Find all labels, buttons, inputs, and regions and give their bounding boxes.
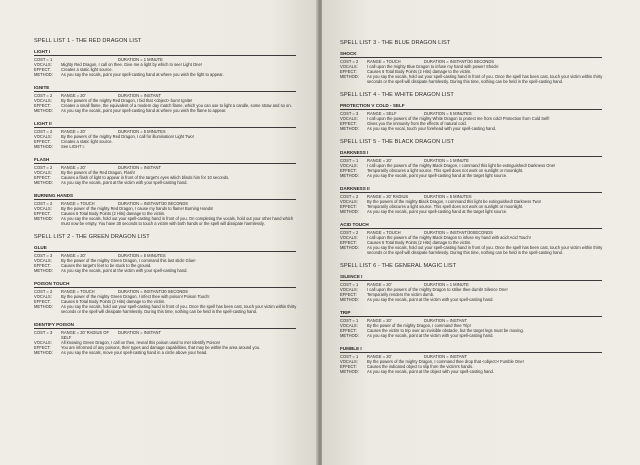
spell-vocals-label: VOCALS: — [34, 62, 52, 67]
spell-effect: Causes the indicated object to slip from the victim's hands. — [367, 364, 474, 369]
spell-range: RANGE = TOUCH — [367, 59, 401, 64]
spell-effect: Causes 6 Total Body Points (2 Hits) damage to the victim. — [61, 211, 166, 216]
spell-method: As you say the vocals, hold out your spell-casting hand in front of you. Once the spell has been cast, touch your victim within thirty seconds or the spell will dissipate harmlessly. During this time, nothing can be held in the spell-casting hand. — [367, 245, 603, 255]
spell-effect: Creates a static light source. — [61, 139, 113, 144]
spell-name: SILENCE I — [340, 274, 602, 281]
spell-vocals: I call upon the powers of the mighty White Dragon to protect me from cold! Protection from Cold Self! — [367, 116, 550, 121]
spell-entry — [340, 274, 634, 302]
spell-name: LIGHT II — [34, 121, 296, 128]
spell-range: RANGE = 20' — [367, 354, 392, 359]
spell-method: As you say the vocals, point at the victim with your spell-casting hand. — [367, 297, 494, 302]
spell-effect: Gives you the immunity from the effects of natural cold. — [367, 121, 467, 126]
spell-range: RANGE = 20' — [367, 158, 392, 163]
spell-vocals-label: VOCALS: — [34, 340, 52, 345]
spell-method: As you say the vocals, point at the victim with your spell-casting hand. — [61, 180, 188, 185]
spell-method: As you say the vocals, hold out your spell-casting hand in front of you. Once the spell has been cast, touch your victim within thirty seconds or the spell will dissipate harmlessly. During this time, nothing can be held in the spell-casting hand. — [61, 304, 297, 314]
right-page-content — [322, 0, 640, 382]
spell-duration: DURATION = 5 MINUTES — [118, 253, 166, 258]
spell-vocals-label: VOCALS: — [340, 64, 358, 69]
left-page — [0, 0, 318, 465]
spell-list-title: SPELL LIST 5 - THE BLACK DRAGON LIST — [340, 139, 455, 145]
spell-method-label: METHOD: — [340, 369, 359, 374]
spell-method-row — [340, 369, 634, 374]
spell-entry — [34, 281, 312, 314]
spell-vocals: I call upon the powers of the mighty Black Dragon, I command this light be extinguished! Darkness One! — [367, 163, 556, 168]
spell-method-label: METHOD: — [340, 333, 359, 338]
spell-range: RANGE = 20' — [367, 318, 392, 323]
spell-vocals: By the power of the mighty Green Dragon, I command this last stick! Glue! — [61, 258, 196, 263]
spell-name: BURNING HANDS — [34, 193, 296, 200]
spell-method-label: METHOD: — [340, 209, 359, 214]
spell-duration: DURATION = INSTANT — [118, 165, 161, 170]
spell-duration: DURATION = 5 MINUTES — [118, 129, 166, 134]
spell-entry — [34, 85, 312, 113]
spell-method-label: METHOD: — [34, 350, 53, 355]
spell-method-row — [34, 216, 312, 226]
spell-duration: DURATION = 1 MINUTE — [424, 158, 469, 163]
spell-effect-label: EFFECT: — [340, 240, 357, 245]
spell-cost: COST = 3 — [34, 253, 53, 258]
spell-entry — [340, 186, 634, 214]
spell-vocals-label: VOCALS: — [34, 294, 52, 299]
spell-cost: COST = 1 — [340, 354, 359, 359]
spell-vocals-label: VOCALS: — [340, 199, 358, 204]
spell-list-title: SPELL LIST 6 - THE GENERAL MAGIC LIST — [340, 263, 457, 269]
spell-method-row — [340, 333, 634, 338]
spell-method-row — [34, 268, 312, 273]
spell-method-label: METHOD: — [34, 304, 53, 309]
left-page-content — [0, 0, 318, 363]
spell-entry — [34, 322, 312, 355]
spell-stats — [34, 330, 312, 340]
spell-cost: COST = 2 — [34, 129, 53, 134]
spell-entry — [34, 121, 312, 149]
spell-effect-label: EFFECT: — [34, 345, 51, 350]
spell-method-label: METHOD: — [340, 126, 359, 131]
spell-name: DARKNESS II — [340, 186, 602, 193]
spell-cost: COST = 2 — [34, 93, 53, 98]
spell-vocals: By the powers of the Red Dragon, Flash! — [61, 170, 135, 175]
spell-cost: COST = 3 — [34, 330, 53, 335]
spell-method-label: METHOD: — [340, 74, 359, 79]
spell-method-row — [34, 108, 312, 113]
spell-effect-label: EFFECT: — [34, 211, 51, 216]
spell-method: As you say the vocals, point at the victim with your spell-casting hand. — [61, 268, 188, 273]
spell-method-row — [340, 173, 634, 178]
spell-name: SHOCK — [340, 51, 602, 58]
spell-method-label: METHOD: — [34, 180, 53, 185]
spell-name: FUMBLE I — [340, 346, 602, 353]
spell-duration: DURATION = INSTANT/30SECONDS — [424, 230, 493, 235]
spell-name: IGNITE — [34, 85, 296, 92]
spell-name: TRIP — [340, 310, 602, 317]
spell-effect: Causes a flash of light to appear in front of the target's eyes which blinds him for 10 seconds. — [61, 175, 230, 180]
spell-method: As you say the vocals, hold out your spell-casting hand in front of you. On completing the vocals, hold out your other hand which must now be empty. You have 30 seconds to touch a victim with both hands or the spell will dissipate harmlessly. — [61, 216, 294, 226]
spell-duration: DURATION = 1 MINUTE — [118, 57, 163, 62]
spell-method: As you say the vocals, point your spell-casting hand at where you wish the light to appear. — [61, 72, 224, 77]
spell-method-row — [340, 245, 634, 255]
spell-effect-label: EFFECT: — [34, 103, 51, 108]
spell-vocals: I call upon the mighty Blue Dragon to infuse my hand with power! Shock! — [367, 64, 499, 69]
spell-range: RANGE = SELF — [367, 111, 397, 116]
spell-cost: COST = 2 — [34, 165, 53, 170]
spell-vocals-label: VOCALS: — [340, 323, 358, 328]
spell-cost: COST = 1 — [340, 318, 359, 323]
spell-method: As you say the vocals, point your spell-casting hand at where you wish the flame to appear. — [61, 108, 227, 113]
spell-effect-label: EFFECT: — [340, 168, 357, 173]
spell-vocals-label: VOCALS: — [340, 163, 358, 168]
spell-effect: Causes the victim to trip over an invisible obstacle, but the target legs must be moving. — [367, 328, 524, 333]
spell-duration: DURATION = INSTANT — [118, 93, 161, 98]
spell-vocals: All knowing Green Dragon, I call on thee, reveal this poison used to me! Identify Poison! — [61, 340, 221, 345]
spell-effect-label: EFFECT: — [34, 67, 51, 72]
spell-method-label: METHOD: — [34, 268, 53, 273]
spell-range: RANGE = 20' — [367, 282, 392, 287]
spell-vocals: I call upon the powers of the mighty Dragon to strike thee dumb! Silence One! — [367, 287, 508, 292]
spell-name: IDENTIFY POISON — [34, 322, 296, 329]
spell-name: ACID TOUCH — [340, 222, 602, 229]
spell-effect: Temporarily renders the victim dumb. — [367, 292, 435, 297]
spell-range: RANGE = 20' — [61, 253, 86, 258]
spell-vocals-label: VOCALS: — [34, 206, 52, 211]
spell-entry — [340, 51, 634, 84]
spell-method: As you say the vocals, move your spell-casting hand in a circle above your head. — [61, 350, 208, 355]
spell-range: RANGE = TOUCH — [61, 289, 95, 294]
spell-range: RANGE = 20' — [61, 93, 86, 98]
spell-vocals: By the powers of the mighty Red Dragon, I bid that <object> burn! Ignite! — [61, 98, 193, 103]
spell-effect-label: EFFECT: — [340, 364, 357, 369]
spell-duration: DURATION = INSTANT — [424, 318, 467, 323]
spell-entry — [34, 193, 312, 226]
spell-vocals: By the powers of the mighty Black Dragon, I command this light be extinguished! Darkness Two! — [367, 199, 541, 204]
spell-effect-label: EFFECT: — [34, 175, 51, 180]
spell-duration: DURATION = INSTANT/30 SECONDS — [424, 59, 495, 64]
spell-method-label: METHOD: — [34, 216, 53, 221]
spell-method: As you say the vocals, point at the object with your spell-casting hand. — [367, 369, 494, 374]
spell-method-row — [34, 350, 312, 355]
spell-cost: COST = 2 — [340, 59, 359, 64]
spell-entry — [34, 157, 312, 185]
spell-list-title: SPELL LIST 2 - THE GREEN DRAGON LIST — [34, 234, 150, 240]
spell-effect: You are informed of any poisons, their types and damage capabilities, that may be within the area around you. — [61, 345, 261, 350]
spell-effect-label: EFFECT: — [340, 204, 357, 209]
spell-method-row — [340, 209, 634, 214]
spell-method-row — [34, 72, 312, 77]
spell-entry — [340, 150, 634, 178]
spell-cost: COST = 1 — [34, 57, 53, 62]
spell-method: As you say the vocals, point your spell-casting hand at the target light source. — [367, 173, 508, 178]
spell-method-label: METHOD: — [34, 72, 53, 77]
spell-duration: DURATION = INSTANT — [424, 354, 467, 359]
spell-entry — [340, 222, 634, 255]
spell-vocals: By the power of the mighty Red Dragon, I cause my hands to flame! Burning Hands! — [61, 206, 214, 211]
spell-effect: Temporarily obscures a light source. This spell does not work on sunlight or moonlight. — [367, 204, 524, 209]
spell-method-row — [34, 144, 312, 149]
spell-name: LIGHT I — [34, 49, 296, 56]
spell-method: As you say the vocal, touch your forehead with your spell-casting hand. — [367, 126, 497, 131]
spell-method-label: METHOD: — [340, 173, 359, 178]
spell-effect-label: EFFECT: — [340, 121, 357, 126]
spell-effect-label: EFFECT: — [340, 292, 357, 297]
spell-cost: COST = 1 — [340, 158, 359, 163]
spell-method-row — [340, 126, 634, 131]
spell-list-title: SPELL LIST 1 - THE RED DRAGON LIST — [34, 38, 142, 44]
spell-effect: Causes 6 Total Body Points (2 Hits) damage to the victim. — [367, 240, 472, 245]
spell-list-title: SPELL LIST 3 - THE BLUE DRAGON LIST — [340, 40, 451, 46]
spell-vocals: I call upon the powers of the mighty Black Dragon to infuse my hand with acid! Acid Touch! — [367, 235, 531, 240]
spell-cost: COST = 2 — [34, 201, 53, 206]
spell-effect: Causes 6 Total Body Points (2 Hits) damage to the victim. — [61, 299, 166, 304]
spell-entry — [340, 346, 634, 374]
spell-name: FLASH — [34, 157, 296, 164]
spell-vocals-label: VOCALS: — [340, 287, 358, 292]
spell-duration: DURATION = INSTANT — [118, 330, 161, 335]
spell-effect: Temporarily obscures a light source. This spell does not work on sunlight or moonlight. — [367, 168, 524, 173]
spell-entry — [34, 245, 312, 273]
spell-duration: DURATION = 1 MINUTE — [424, 282, 469, 287]
spell-effect: Creates a static light source. — [61, 67, 113, 72]
spell-duration: DURATION = INSTANT/30 SECONDS — [118, 201, 189, 206]
spell-name: POISON TOUCH — [34, 281, 296, 288]
spell-duration: DURATION = 5 MINUTES — [424, 111, 472, 116]
spell-range: RANGE = 20' — [61, 165, 86, 170]
spell-method-row — [34, 180, 312, 185]
spell-duration: DURATION = 5 MINUTES — [424, 194, 472, 199]
spell-vocals-label: VOCALS: — [340, 359, 358, 364]
spell-range: RANGE = 20' RADIUS — [367, 194, 409, 199]
spell-effect: Causes 6 Total Body Points (2 Hits) damage to the victim. — [367, 69, 472, 74]
spell-method: As you say the vocals, point your spell-casting hand at the target light source. — [367, 209, 508, 214]
spell-range: RANGE = 20' — [61, 129, 86, 134]
spell-effect-label: EFFECT: — [34, 299, 51, 304]
spell-effect-label: EFFECT: — [34, 263, 51, 268]
spell-method-row — [34, 304, 312, 314]
spell-vocals: By the power of the mighty Green Dragon, I infect thee with poison! Poison Touch! — [61, 294, 210, 299]
spell-name: DARKNESS I — [340, 150, 602, 157]
spell-effect-label: EFFECT: — [340, 69, 357, 74]
spell-entry — [34, 49, 312, 77]
spell-entry — [340, 103, 634, 131]
spell-method-row — [340, 74, 634, 84]
right-page — [322, 0, 640, 465]
spell-vocals: By the powers of the mighty Red Dragon, I call for illumination! Light Two! — [61, 134, 194, 139]
spell-cost: COST = 2 — [340, 230, 359, 235]
spell-cost: COST = 3 — [340, 111, 359, 116]
spell-method: As you say the vocals, point at the victim with your spell-casting hand. — [367, 333, 494, 338]
spell-method-row — [340, 297, 634, 302]
spell-name: GLUE — [34, 245, 296, 252]
spell-vocals-label: VOCALS: — [340, 235, 358, 240]
spell-vocals-label: VOCALS: — [34, 258, 52, 263]
spell-list-title: SPELL LIST 4 - THE WHITE DRAGON LIST — [340, 92, 454, 98]
spell-cost: COST = 2 — [34, 289, 53, 294]
spell-vocals-label: VOCALS: — [34, 170, 52, 175]
spell-effect: Creates a small flame, the equivalent of a modern day match flame, which you can use to light a candle, some straw and so on. — [61, 103, 292, 108]
spell-effect: Causes the target's feet to be stuck to the ground. — [61, 263, 152, 268]
spell-vocals: Mighty Red Dragon, I call on thee. Give me a light by which to see! Light One! — [61, 62, 202, 67]
spell-name: PROTECTION V COLD - SELF — [340, 103, 602, 110]
spell-vocals-label: VOCALS: — [34, 98, 52, 103]
spell-cost: COST = 2 — [340, 194, 359, 199]
spell-entry — [340, 310, 634, 338]
spell-duration: DURATION = INSTANT/30 SECONDS — [118, 289, 189, 294]
spell-method-label: METHOD: — [34, 144, 53, 149]
spell-vocals-label: VOCALS: — [34, 134, 52, 139]
spell-range: RANGE = TOUCH — [61, 201, 95, 206]
spell-method: As you say the vocals, hold out your spell-casting hand in front of you. Once the spell has been cast, touch your victim within thirty seconds or the spell will dissipate harmlessly. During this time, nothing can be held in the spell-casting hand. — [367, 74, 603, 84]
spell-effect-label: EFFECT: — [34, 139, 51, 144]
spell-effect-label: EFFECT: — [340, 328, 357, 333]
spell-method-label: METHOD: — [340, 245, 359, 250]
spell-vocals: By the powers of the mighty Dragon, I command thee drop that <object>! Fumble One! — [367, 359, 524, 364]
spell-range: RANGE = 20' RADIUS OF SELF — [61, 330, 109, 340]
spell-method: See LIGHT I. — [61, 144, 85, 149]
spell-cost: COST = 1 — [340, 282, 359, 287]
spell-method-label: METHOD: — [34, 108, 53, 113]
spell-vocals-label: VOCALS: — [340, 116, 358, 121]
spell-method-label: METHOD: — [340, 297, 359, 302]
spell-range: RANGE = TOUCH — [367, 230, 401, 235]
spell-vocals: By the power of the mighty Dragon, I command thee Trip! — [367, 323, 471, 328]
